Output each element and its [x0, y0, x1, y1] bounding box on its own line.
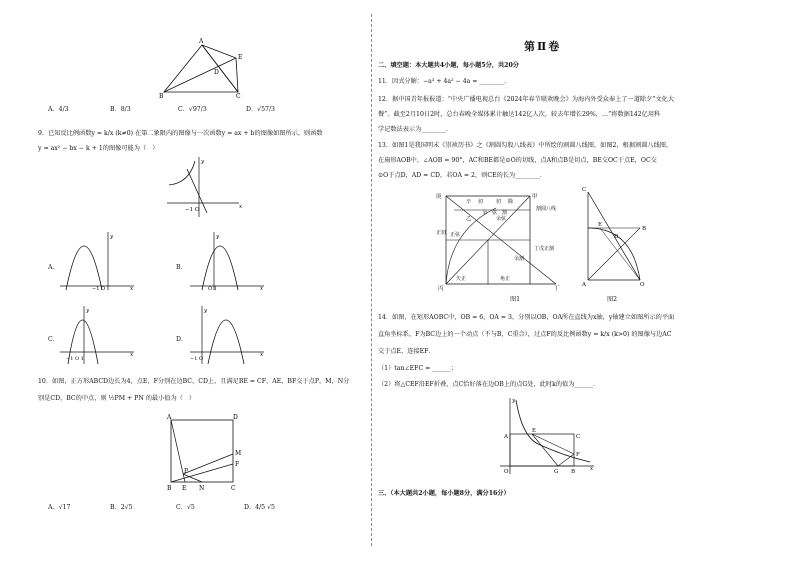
svg-text:G: G: [554, 469, 559, 475]
q9-given-graph: [165, 157, 245, 219]
svg-text:割: 割: [502, 210, 508, 216]
q13-figure1: [436, 190, 576, 290]
svg-text:C: C: [576, 434, 581, 440]
label-E: E: [238, 54, 243, 61]
svg-text:甲: 甲: [532, 194, 538, 200]
q10-option-b[interactable]: B．2√5: [110, 504, 133, 511]
svg-text:余: 余: [482, 210, 488, 216]
svg-text:D: D: [233, 414, 238, 421]
svg-text:M: M: [235, 450, 242, 457]
q14-coordinate-figure: [498, 396, 602, 476]
label-A: A: [199, 38, 204, 45]
q8-option-a[interactable]: A．4/3: [48, 106, 69, 113]
svg-text:切: 切: [478, 199, 484, 205]
svg-text:E: E: [532, 428, 537, 434]
q13-figure2: [582, 186, 652, 286]
fig1-caption: 图1: [510, 296, 521, 303]
svg-text:−1 O: −1 O: [92, 286, 106, 292]
svg-text:x: x: [590, 466, 594, 472]
label-B: B: [159, 93, 164, 100]
svg-text:庚: 庚: [436, 194, 442, 200]
q9-option-d-graph: [188, 306, 268, 364]
svg-text:O 1: O 1: [208, 286, 217, 292]
svg-text:C: C: [231, 485, 236, 492]
q12-line1: 12．据中国青年报报道：“中央广播电视总台《2024年春节联欢晚会》为海内外受众奉上了一道除夕”文化大: [378, 96, 675, 103]
svg-text:P: P: [184, 468, 189, 475]
q10-question-line1: 10．如图，正方形ABCD边长为4，点E，F分别在边BC，CD上，且满足BE = CF，AE，BF交于点P，M，N分: [38, 378, 350, 385]
svg-text:N: N: [199, 485, 205, 492]
svg-text:丙: 丙: [438, 286, 444, 292]
q10-option-d[interactable]: D．4/5 √5: [244, 504, 275, 511]
svg-text:x: x: [260, 286, 264, 292]
svg-text:切: 切: [496, 199, 502, 205]
q9-question-line2: y = ax² − bx − k + 1的图像可能为（ ）: [38, 145, 159, 152]
q14-line3: 交于点E，连接EF．: [378, 348, 435, 355]
q13-line1: 13．如图1是我国明末《崇祯历书》之《割圆勾股八线表》中所绘的割圆八线图，如图2，根据割圆八线图，: [378, 142, 673, 149]
q9-given-origin: −1 O: [185, 207, 200, 213]
q14-sub1: （1）tan∠EFC = ______；: [378, 365, 458, 372]
q9-given-y-label: y: [201, 159, 205, 165]
svg-text:y: y: [216, 234, 220, 240]
label-C: C: [236, 93, 241, 100]
svg-text:y: y: [110, 234, 114, 240]
label-D: D: [214, 69, 219, 76]
q10-option-a[interactable]: A．√17: [48, 504, 71, 511]
q14-line2: 直角坐标系，F为BC边上的一个动点（不与B，C重合），过点F的反比例函数y = k/x (k>0) 的图像与边AC: [378, 331, 672, 338]
q12-line3: 学记数法表示为________．: [378, 126, 453, 133]
section2-heading: 二、填空题：本大题共4小题，每小题5分，共20分: [378, 62, 519, 69]
svg-text:F: F: [235, 461, 240, 468]
q9-given-x-label: x: [239, 204, 243, 210]
svg-text:角正: 角正: [500, 276, 511, 282]
svg-text:A: A: [582, 282, 586, 288]
svg-text:x: x: [130, 286, 134, 292]
svg-text:B: B: [642, 226, 647, 232]
section3-heading: 三、（本大题共2小题，每小题8分，满分16分）: [378, 490, 510, 497]
svg-text:乙: 乙: [466, 216, 472, 222]
svg-text:B: B: [571, 469, 576, 475]
svg-text:x: x: [130, 352, 134, 358]
svg-text:丁戊正割: 丁戊正割: [534, 246, 555, 252]
q8-triangle-figure: [158, 38, 243, 100]
q9-option-c[interactable]: C．: [48, 336, 59, 343]
svg-text:割圆八线: 割圆八线: [536, 206, 557, 212]
svg-text:x: x: [260, 352, 264, 358]
q8-option-d[interactable]: D．√57/3: [246, 106, 275, 113]
q12-line2: 餐”。截至2月10日2时，总台春晚全媒体累计触达142亿人次，较去年增长29%，…”将数据142亿用科: [378, 111, 661, 118]
q9-option-b[interactable]: B．: [176, 264, 187, 271]
q9-option-b-graph: [188, 232, 268, 290]
q9-option-a[interactable]: A．: [48, 264, 59, 271]
svg-text:除: 除: [508, 199, 514, 205]
fig2-caption: 图2: [607, 296, 618, 303]
svg-text:F: F: [576, 452, 580, 458]
q8-option-c[interactable]: C．√97/3: [178, 106, 207, 113]
q9-option-c-graph: [58, 306, 138, 364]
q14-sub2: （2）将△CEF沿EF折叠，点C恰好落在边OB上的点G处，此时k的值为______．: [378, 381, 600, 388]
q10-question-line2: 别是CD，BC的中点，则 ½PM + PN 的最小值为（ ）: [38, 395, 196, 402]
svg-text:−1 O 1: −1 O 1: [66, 356, 84, 362]
q10-square-figure: [167, 416, 243, 492]
svg-text:余弦: 余弦: [496, 216, 507, 222]
svg-text:O: O: [640, 282, 645, 288]
svg-text:O: O: [504, 469, 509, 475]
q13-line3: ⊙O于点D，AD = CD，若OA = 2，则CE的长为________．: [378, 172, 547, 179]
svg-text:正切: 正切: [436, 230, 447, 236]
svg-text:A: A: [504, 434, 508, 440]
q14-line1: 14．如图，在矩形AOBC中，OB = 6，OA = 3，分别以OB，OA所在直线为x轴，y轴建立如图所示的平面: [378, 314, 675, 321]
section-title: 第Ⅱ卷: [524, 40, 562, 53]
svg-text:y: y: [512, 398, 516, 404]
svg-text:C: C: [582, 187, 587, 193]
svg-text:丁: 丁: [554, 286, 560, 292]
svg-text:E: E: [598, 222, 603, 228]
svg-text:正弦: 正弦: [450, 232, 461, 238]
q13-line2: 在扇形AOB中，∠AOB = 90°，AC和BE都是⊙O的切线，点A和点B是切点，BE交OC于点E，OC交: [378, 157, 657, 164]
svg-text:D: D: [614, 234, 619, 240]
svg-text:y: y: [204, 308, 208, 314]
svg-text:弦: 弦: [492, 210, 498, 216]
q9-option-a-graph: [58, 232, 138, 290]
svg-text:y: y: [86, 308, 90, 314]
q11-question: 11．因式分解：−a³ + 4a² − 4a = ________．: [378, 78, 511, 85]
svg-text:−1 O: −1 O: [190, 356, 204, 362]
svg-text:B: B: [167, 485, 172, 492]
svg-text:余割: 余割: [514, 256, 525, 262]
svg-text:E: E: [182, 485, 187, 492]
q10-option-c[interactable]: C．√5: [176, 504, 195, 511]
q8-option-b[interactable]: B．8/3: [110, 106, 131, 113]
q9-question-line1: 9．已知反比例函数y = k/x (k≠0) 在第二象限内的图像与一次函数y = ax + b的图像如图所示，则函数: [38, 130, 323, 137]
svg-text:A: A: [167, 414, 172, 421]
q9-option-d[interactable]: D．: [176, 336, 188, 343]
svg-text:矢正: 矢正: [456, 276, 467, 282]
svg-text:辛: 辛: [466, 199, 472, 205]
column-divider: [371, 14, 372, 546]
